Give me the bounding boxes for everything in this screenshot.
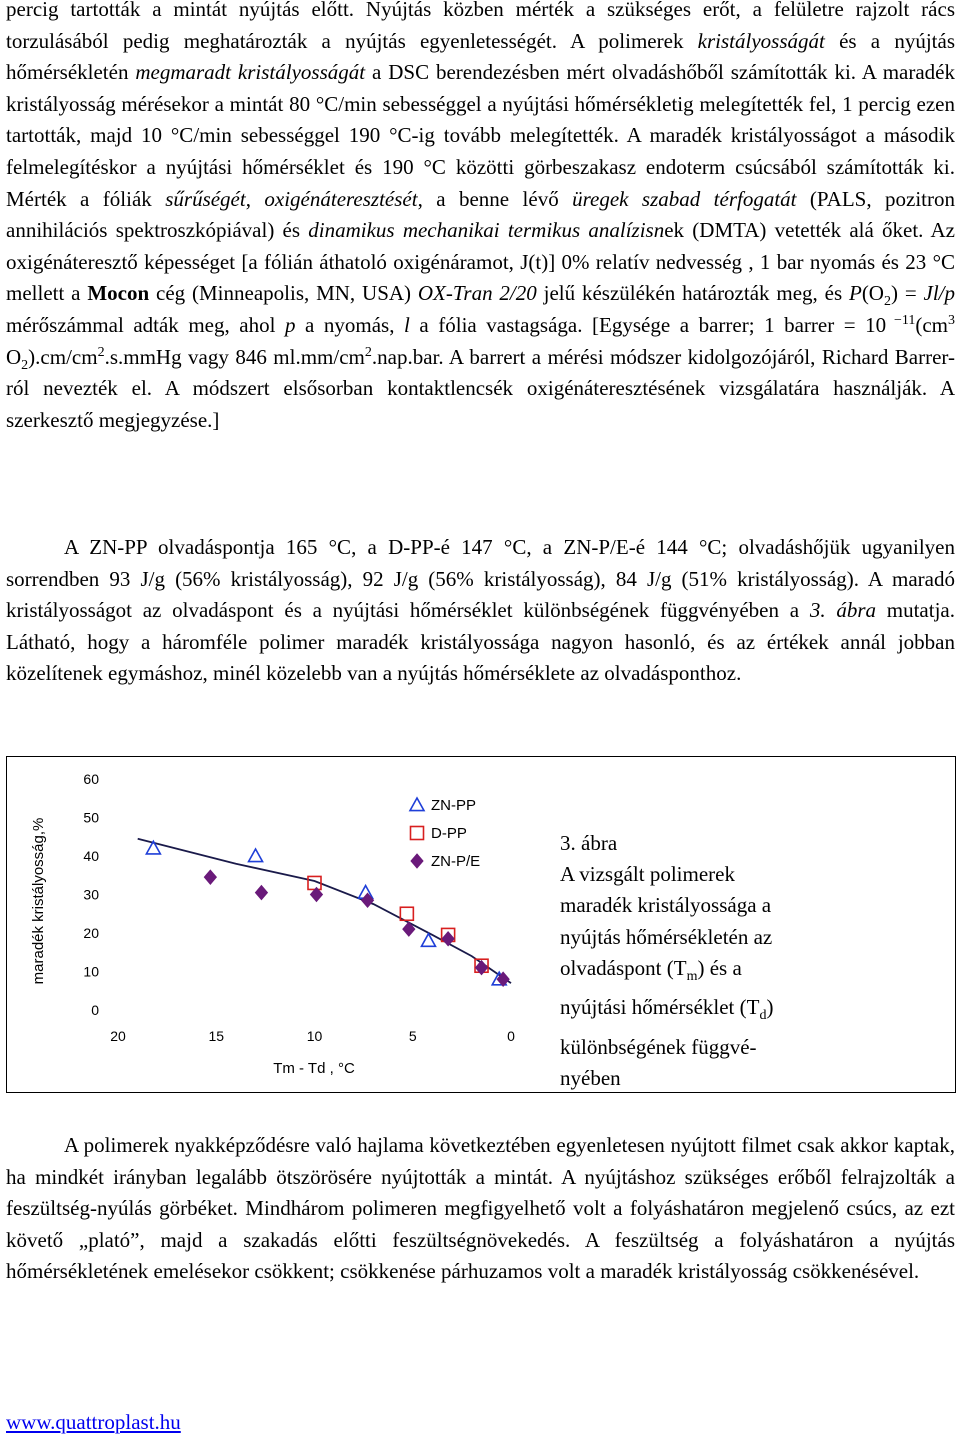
text-run: 2 — [364, 344, 372, 360]
caption-line: olvadáspont $(T_m)$ és a — [560, 955, 742, 984]
text-run: jelű készülékén határozták meg, és — [536, 281, 849, 306]
text-run: P — [848, 281, 862, 306]
text-run: 2 — [883, 294, 891, 310]
text-run: (cm — [915, 312, 948, 337]
text-run: megmaradt kristályosságát — [135, 60, 366, 85]
text-run: dinamikus mechanikai termikus analízisn — [308, 218, 665, 243]
text-run: .s.mmHg vagy 846 ml.mm/cm — [104, 344, 365, 369]
y-tick-label: 30 — [83, 886, 99, 903]
text-run: 3. ábra — [809, 598, 877, 623]
text-run: (PALS, pozitron annihilációs spektroszkópiával) és — [6, 186, 956, 243]
x-tick-label: 15 — [208, 1028, 225, 1044]
x-tick-label: 10 — [306, 1028, 323, 1044]
text-run: percig tartották a mintát nyújtás előtt. Nyújtás közben mérték a szükséges erőt, a felületre rajzolt rács torzulásából pedig meghatározták a nyújtás egyenletességét. A polimerek — [6, 0, 955, 53]
text-run: a nyomás, — [295, 312, 405, 337]
caption-line: nyújtási hőmérséklet $(T_d)$ — [560, 995, 774, 1024]
text-run: .nap.bar. A barrert a mérési módszer kidolgozójáról, Richard Barrer-ról nevezték el. A módszert elsősorban kontaktlencsék oxigénáteresztésének vizsgálatára használják. A szerkesztő megjegyzése.] — [6, 344, 955, 432]
caption-line: nyújtás hőmérsékletén az — [560, 924, 773, 949]
text-run: mutatja. Látható, hogy a háromféle polimer maradék kristályossága nagyon hasonló, és az értékek annál jobban közelítenek egymáshoz, minél közelebb van a nyújtás hőmérséklete az olvadásponthoz. — [6, 598, 955, 686]
text-run: O — [6, 344, 22, 369]
legend-marker — [411, 827, 424, 840]
text-run: A polimerek nyakképződésre való hajlama következtében egyenletesen nyújtott filmet csak akkor kaptak, ha mindkét irányban legalább ötszörösére nyújtották a mintát. A nyújtáshoz szükséges erőből felrajzolták a feszültség-nyúlás görbéket. Mindhárom polimeren megfigyelhető volt a folyáshatáron megjelenő csúcs, az ezt követő „plató”, majd a szakadás előtti feszültségnövekedés. A feszültség a folyáshatáron a nyújtás hőmérsékletének emelésekor csökkent; csökkenése párhuzamos volt a maradék kristályosság csökkenésével. — [6, 1133, 955, 1284]
legend-label: ZN-P/E — [431, 853, 481, 870]
y-axis-title: maradék kristályosság,% — [30, 817, 47, 985]
text-run: és a nyújtás hőmérsékletén — [6, 28, 955, 85]
body-paragraph-2 — [6, 532, 955, 690]
text-run: Jl/p — [923, 281, 956, 306]
text-run: oxigénáteresztését — [264, 186, 418, 211]
legend-label: ZN-PP — [431, 797, 476, 814]
text-run: Mocon — [87, 281, 150, 306]
legend-label: D-PP — [431, 825, 467, 842]
text-run: sűrűségét — [165, 186, 246, 211]
text-run: 2 — [21, 357, 29, 373]
x-tick-label: 0 — [507, 1028, 515, 1044]
text-run: OX-Tran 2/20 — [417, 281, 537, 306]
text-run: , — [245, 186, 265, 211]
data-point-zn-p-e — [204, 870, 216, 884]
text-run: cég (Minneapolis, MN, USA) — [149, 281, 418, 306]
caption-figure-number: 3. ábra — [560, 831, 618, 855]
text-run: a fólia vastagsága. [Egysége a barrer; 1 barrer = 10 — [409, 312, 887, 337]
text-run: ).cm/cm — [28, 344, 98, 369]
body-paragraph-3 — [6, 1130, 955, 1288]
figure-caption — [560, 828, 850, 1094]
data-point-zn-pp — [249, 849, 263, 862]
caption-line: maradék kristályossága a — [560, 893, 772, 918]
text-run: kristályosságát — [697, 28, 825, 53]
text-run: a DSC berendezésben mért olvadáshőből számították ki. A maradék kristályosság mérésekor a mintát 80 °C/min sebességgel a nyújtási hőmérsékletig melegítették fel, 1 percig ezen tartották, majd 10 °C/min sebességgel 190 °C-ig tovább melegítették. A maradék kristályosságot a második felmelegítéskor a nyújtási hőmérséklet és 190 °C közötti görbeszakasz endoterm csúcsából számították ki. Mérték a fóliák — [6, 60, 955, 211]
y-tick-label: 60 — [83, 771, 99, 787]
text-run: A ZN-PP olvadáspontja 165 °C, a D-PP-é 147 °C, a ZN-P/E-é 144 °C; olvadáshőjük ugyanilyen sorrendben 93 J/g (56% kristályosság), 92 J/g (56% kristályosság), 84 J/g (51% kristályosság). A maradó kristályosságot az olvadáspont és a nyújtási hőmérséklet különbségének függvényében a — [6, 535, 955, 623]
body-paragraph-1 — [6, 0, 955, 436]
y-tick-label: 0 — [91, 1002, 99, 1018]
footer-website-link[interactable]: www.quattroplast.hu — [6, 1410, 181, 1434]
text-run: −11 — [886, 312, 916, 328]
x-tick-label: 5 — [408, 1028, 417, 1044]
text-run: ek (DMTA) vetették alá őket. Az oxigénáteresztő képességet [a fólián áthatoló oxigénáramot, J(t)] 0% relatív nedvesség , 1 bar nyomás és 23 °C mellett a — [6, 218, 955, 306]
data-point-zn-p-e — [255, 886, 267, 900]
caption-line: A vizsgált polimerek — [560, 862, 735, 887]
text-run: üregek szabad térfogatát — [572, 186, 797, 211]
text-run: 2 — [97, 344, 105, 360]
text-run: p — [284, 312, 296, 337]
text-run: ) = — [890, 281, 924, 306]
y-tick-label: 10 — [83, 963, 99, 980]
text-run: 3 — [947, 312, 955, 328]
x-axis-title: Tm - Td , °C — [273, 1060, 355, 1077]
caption-line: nyében — [560, 1065, 621, 1090]
legend-marker — [410, 798, 424, 811]
text-run: , a benne lévő — [417, 186, 573, 211]
y-tick-label: 40 — [83, 848, 99, 864]
legend-marker — [411, 854, 423, 868]
y-tick-label: 50 — [83, 809, 99, 826]
y-tick-label: 20 — [83, 925, 99, 941]
data-point-zn-p-e — [442, 932, 454, 946]
x-tick-label: 20 — [110, 1028, 126, 1044]
text-run: mérőszámmal adták meg, ahol — [6, 312, 285, 337]
text-run: (O — [861, 281, 884, 306]
text-run: l — [404, 312, 410, 337]
caption-line: különbségének függvé- — [560, 1034, 757, 1059]
